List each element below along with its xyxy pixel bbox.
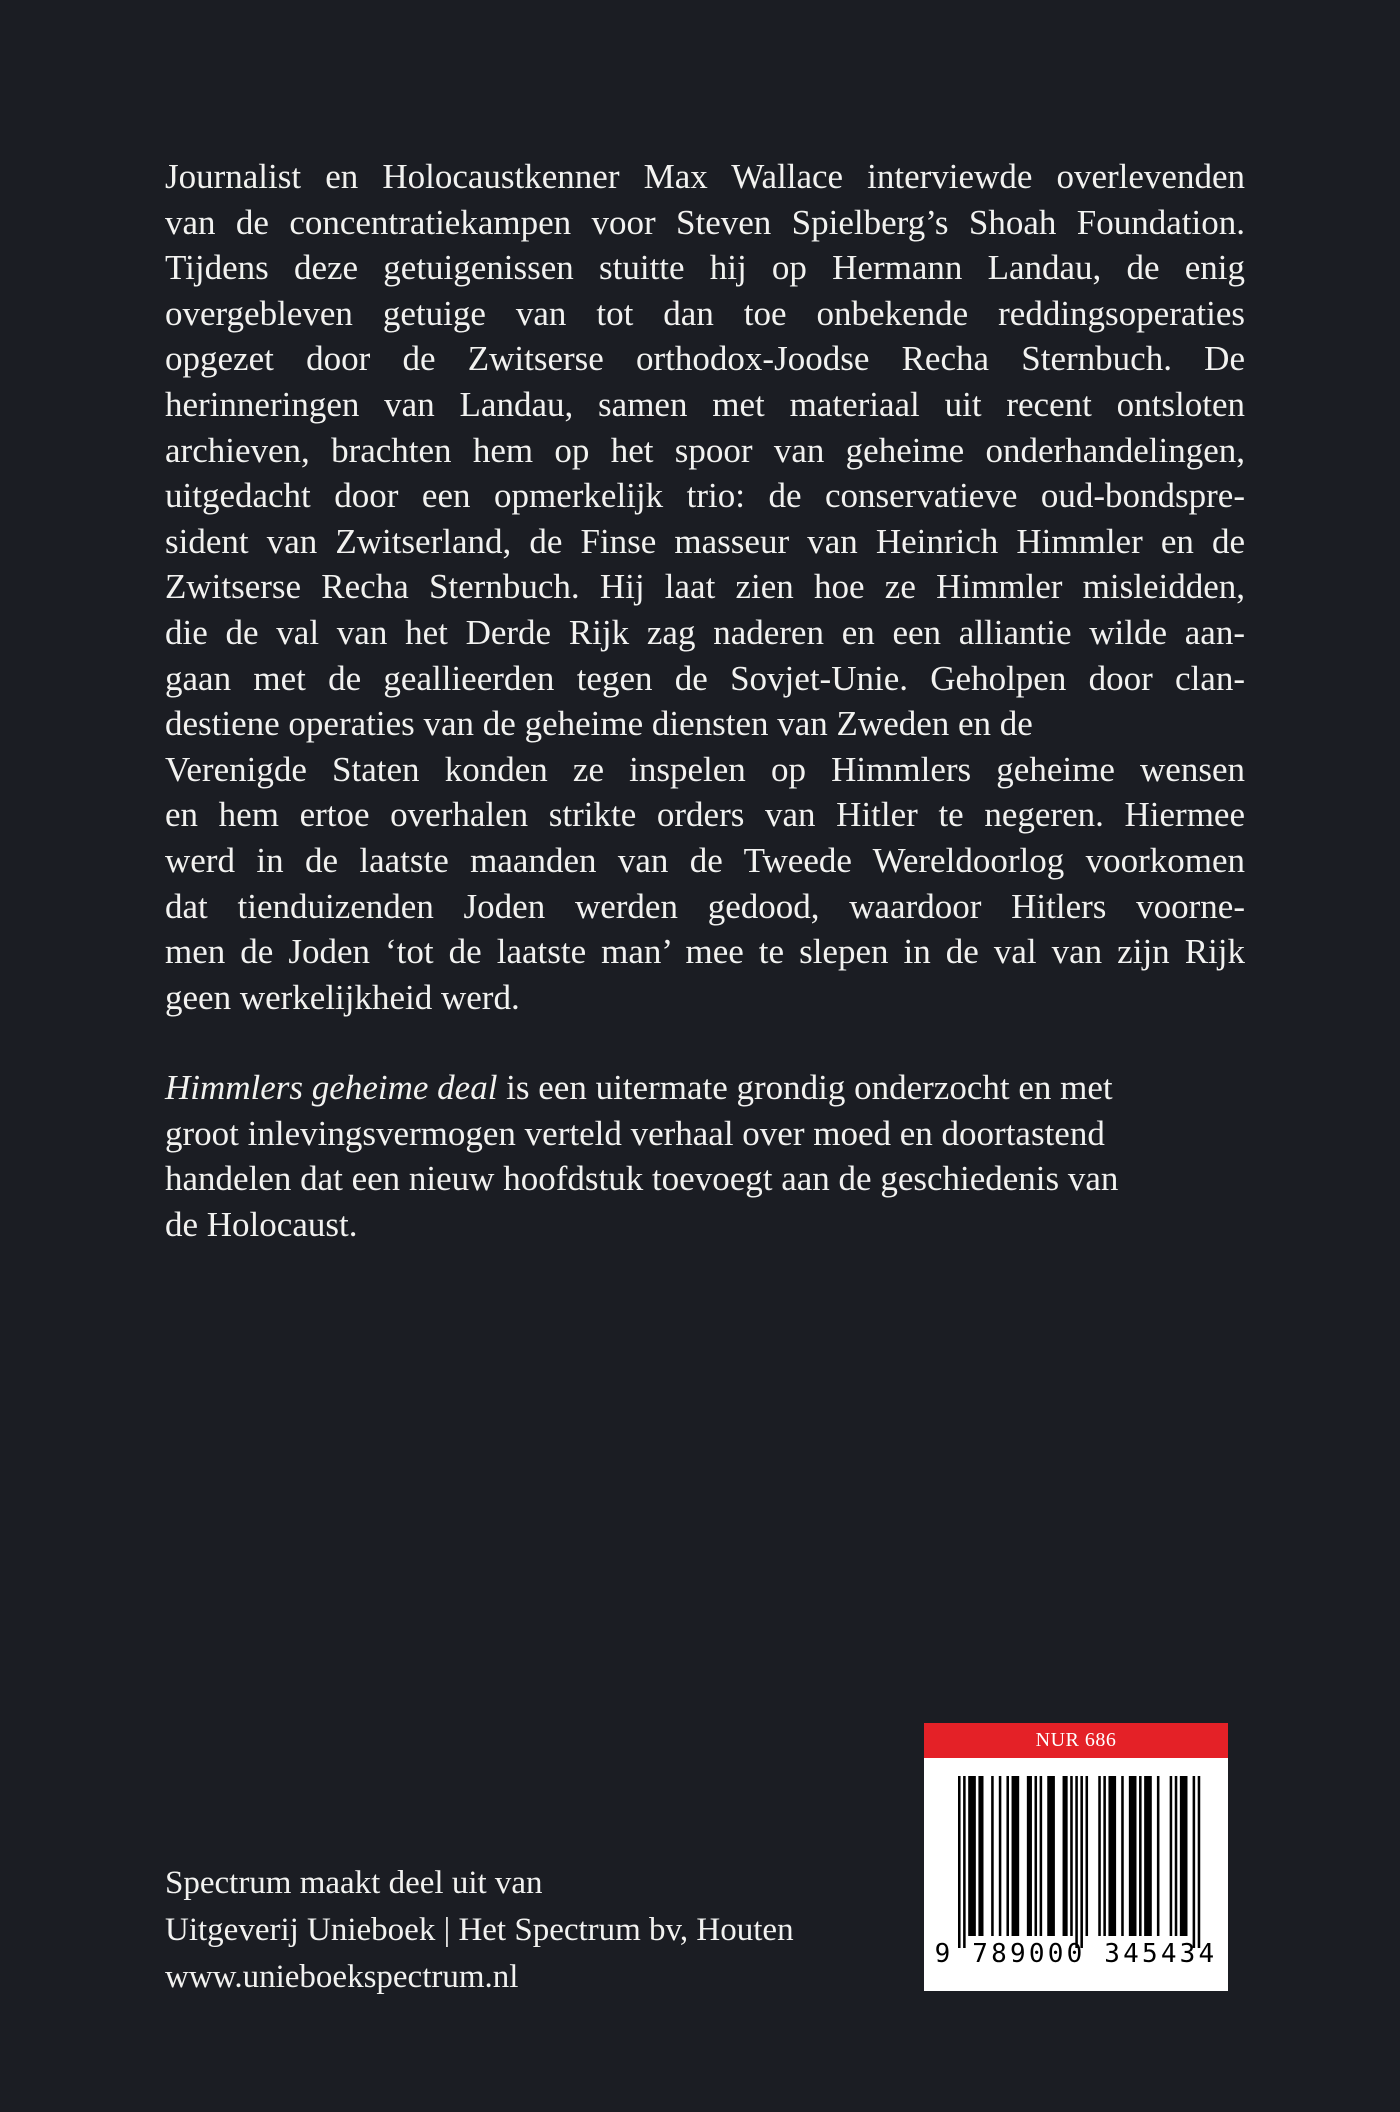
barcode-bar bbox=[1047, 1776, 1055, 1936]
barcode-bar bbox=[958, 1776, 961, 1948]
text-line: Verenigde Staten konden ze inspelen op Himmlers geheime wensen bbox=[165, 749, 1245, 789]
barcode-bar bbox=[1040, 1776, 1043, 1936]
barcode-bar bbox=[968, 1776, 976, 1936]
barcode-bar bbox=[1193, 1776, 1196, 1948]
barcode-bar bbox=[1170, 1776, 1173, 1936]
barcode-bar bbox=[1080, 1776, 1083, 1948]
barcode-bar bbox=[1027, 1776, 1032, 1936]
text-line: Tijdens deze getuigenissen stuitte hij op Hermann Landau, de enig bbox=[165, 248, 1245, 288]
barcode-bar bbox=[1012, 1776, 1020, 1936]
imprint-line: Spectrum maakt deel uit van bbox=[165, 1865, 543, 1901]
barcode-bar bbox=[999, 1776, 1002, 1936]
text-line: werd in de laatste maanden van de Tweede Wereldoorlog voorkomen bbox=[165, 840, 1245, 880]
blurb-text bbox=[165, 154, 1245, 1248]
imprint-line: Uitgeverij Unieboek | Het Spectrum bv, Houten bbox=[165, 1912, 794, 1948]
text-line: geen werkelijkheid werd. bbox=[165, 977, 520, 1017]
barcode-bar bbox=[1086, 1776, 1089, 1936]
barcode-bar bbox=[1157, 1776, 1160, 1936]
barcode-bar bbox=[1175, 1776, 1178, 1936]
text-line: groot inlevingsvermogen verteld verhaal over moed en doortastend bbox=[165, 1113, 1105, 1153]
isbn-digits: 9 789000 345434 bbox=[934, 1939, 1218, 1969]
text-line: de Holocaust. bbox=[165, 1205, 358, 1245]
text-line: van de concentratiekampen voor Steven Spielberg’s Shoah Foundation. bbox=[165, 202, 1245, 242]
barcode-bar bbox=[991, 1776, 994, 1936]
barcode-bar bbox=[978, 1776, 983, 1936]
publisher-imprint bbox=[165, 1860, 794, 2001]
text-line: sident van Zwitserland, de Finse masseur van Heinrich Himmler en de bbox=[165, 521, 1245, 561]
text-line: en hem ertoe overhalen strikte orders van Hitler te negeren. Hiermee bbox=[165, 795, 1245, 835]
barcode-bar bbox=[1035, 1776, 1038, 1936]
text-line: uitgedacht door een opmerkelijk trio: de conservatieve oud-bondspre- bbox=[165, 476, 1245, 516]
text-line: Zwitserse Recha Sternbuch. Hij laat zien hoe ze Himmler misleidden, bbox=[165, 567, 1245, 607]
barcode-bar bbox=[1103, 1776, 1106, 1936]
publisher-url: www.unieboekspectrum.nl bbox=[165, 1959, 519, 1995]
barcode-bar bbox=[1139, 1776, 1142, 1936]
text-line: gaan met de geallieerden tegen de Sovjet-Unie. Geholpen door clan- bbox=[165, 658, 1245, 698]
text-line: handelen dat een nieuw hoofdstuk toevoegt aan de geschiedenis van bbox=[165, 1159, 1119, 1199]
barcode-bar bbox=[1108, 1776, 1116, 1936]
text-line: overgebleven getuige van tot dan toe onbekende reddingsoperaties bbox=[165, 293, 1245, 333]
barcode-bar bbox=[963, 1776, 966, 1948]
barcode-bar bbox=[1075, 1776, 1078, 1948]
barcode-bar bbox=[1144, 1776, 1152, 1936]
text-line: die de val van het Derde Rijk zag naderen en een alliantie wilde aan- bbox=[165, 612, 1245, 652]
nur-label: NUR 686 bbox=[924, 1723, 1228, 1758]
barcode-bar bbox=[1006, 1776, 1009, 1936]
text-line: herinneringen van Landau, samen met materiaal uit recent ontsloten bbox=[165, 384, 1245, 424]
text-line: opgezet door de Zwitserse orthodox-Joodse Recha Sternbuch. De bbox=[165, 339, 1245, 379]
text-line bbox=[165, 1065, 1245, 1111]
blurb-paragraph-1 bbox=[165, 154, 1245, 1020]
barcode-bar bbox=[1121, 1776, 1124, 1936]
text-line: men de Joden ‘tot de laatste man’ mee te slepen in de val van zijn Rijk bbox=[165, 932, 1245, 972]
barcode-bar bbox=[1129, 1776, 1137, 1936]
isbn-barcode bbox=[924, 1723, 1228, 1991]
text-line: destiene operaties van de geheime diensten van Zweden en de bbox=[165, 704, 1033, 744]
barcode-bar bbox=[1063, 1776, 1068, 1936]
text-line: dat tienduizenden Joden werden gedood, waardoor Hitlers voorne- bbox=[165, 886, 1245, 926]
barcode-bar bbox=[1070, 1776, 1073, 1936]
text-fragment: is een uitermate grondig onderzocht en met bbox=[497, 1068, 1113, 1108]
barcode-bar bbox=[1180, 1776, 1188, 1936]
barcode-bar bbox=[1198, 1776, 1201, 1948]
barcode-bar bbox=[1098, 1776, 1101, 1936]
blurb-paragraph-2 bbox=[165, 1065, 1245, 1247]
text-line: archieven, brachten hem op het spoor van geheime onderhandelingen, bbox=[165, 430, 1245, 470]
book-title: Himmlers geheime deal bbox=[165, 1068, 498, 1108]
text-line: Journalist en Holocaustkenner Max Wallace interviewde overlevenden bbox=[165, 157, 1245, 196]
